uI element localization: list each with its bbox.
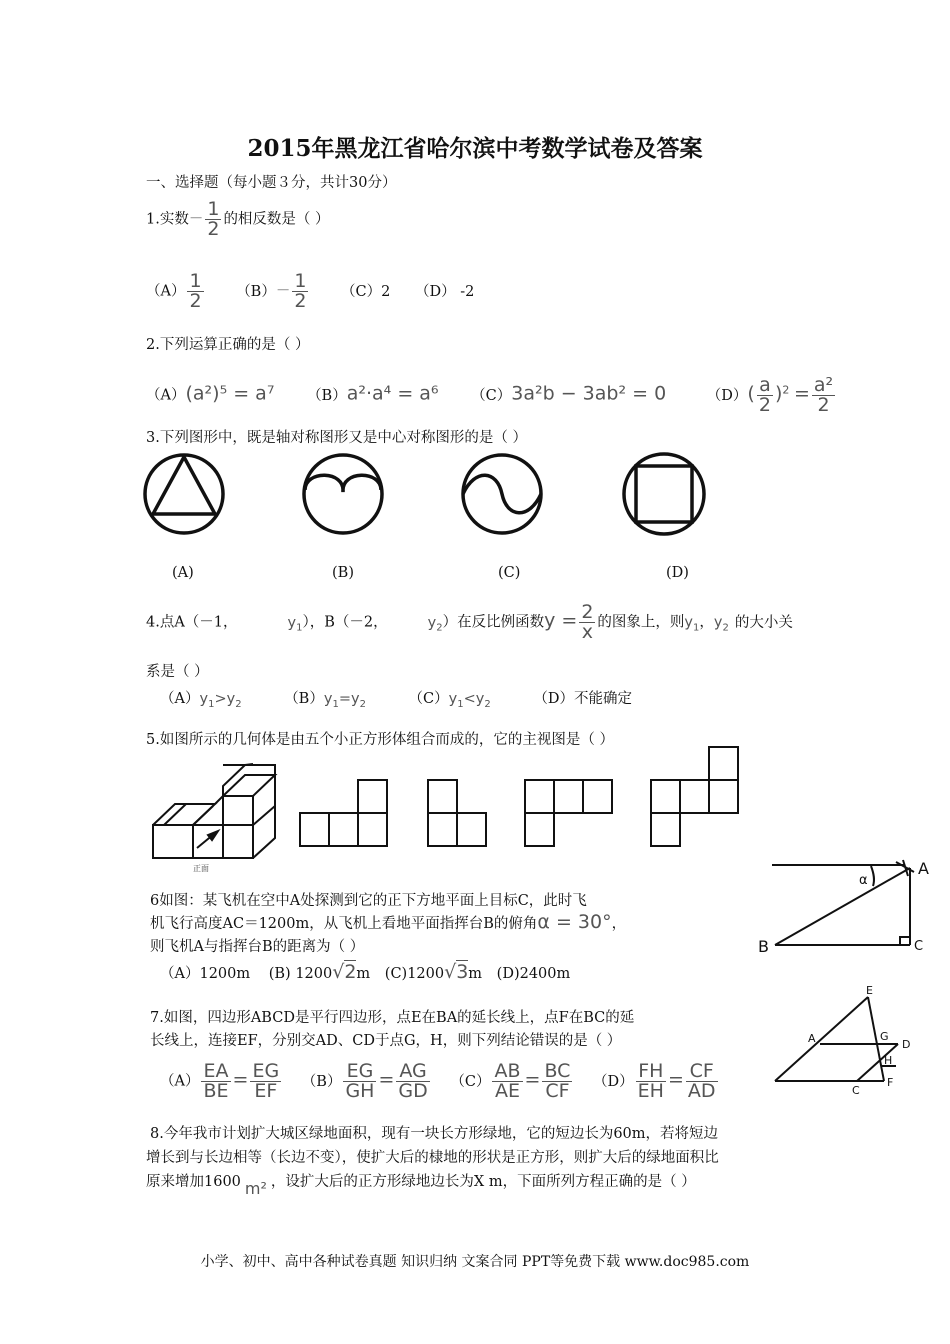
fraction-half: $\frac{1}{2}$ (207, 198, 220, 240)
footer: 小学、初中、高中各种试卷真题 知识归纳 文案合同 PPT等免费下载 www.doc985.com (200, 1254, 750, 1270)
question-6-line-1: 6如图：某飞机在空中A处探测到它的正下方地平面上目标C，此时飞 (150, 893, 587, 909)
fig7-label-f: F (887, 1076, 894, 1089)
question-6-options: （A）1200m (B) 1200√2m (C)1200√3m (D)2400m (160, 961, 571, 983)
fig7-label-e: E (866, 984, 873, 997)
question-2: 2.下列运算正确的是（ ） (146, 337, 310, 353)
fig7-label-a: A (808, 1032, 816, 1045)
question-8-line-1: 8.今年我市计划扩大城区绿地面积，现有一块长方形绿地，它的短边长为60m，若将短边 (150, 1126, 719, 1142)
question-2-options: （A）(a²)⁵ = a⁷ （B）a²·a⁴ = a⁶ （C）3a²b − 3ab² = 0 （D）( $\frac{a}{2}$ )$^2$ = $\frac{\text{a²}}{2}$ (146, 374, 834, 416)
question-6-line-2: 机飞行高度AC＝1200m，从飞机上看地平面指挥台B的俯角α = 30°， (150, 911, 627, 933)
question-1-options: （A） $\frac{1}{2}$ （B）－ $\frac{1}{2}$ （C）2 （D） -2 (146, 270, 475, 312)
fig6-label-a: A (918, 859, 929, 878)
question-8-line-3: 原来增加1600 m² ，设扩大后的正方形绿地边长为X m，下面所列方程正确的是（ ） (146, 1174, 696, 1198)
question-7-line-1: 7.如图，四边形ABCD是平行四边形，点E在BA的延长线上，点F在BC的延 (150, 1010, 635, 1026)
section-heading: 一、选择题（每小题３分，共计30分） (146, 175, 397, 191)
figure-label-c: (C) (498, 565, 521, 581)
fig7-label-h: H (884, 1054, 893, 1067)
question-5: 5.如图所示的几何体是由五个小正方形体组合而成的，它的主视图是（ ） (146, 732, 614, 748)
question-7-line-2: 长线上，连接EF，分别交AD、CD于点G，H，则下列结论错误的是（ ） (150, 1033, 622, 1049)
question-6-line-3: 则飞机A与指挥台B的距离为（ ） (150, 939, 365, 955)
fig6-label-alpha: α (859, 873, 868, 888)
question-4-cont: 系是（ ） (146, 664, 209, 680)
question-4: 4.点A（－1， $y_1$），B（－2， $y_2$）在反比例函数y = $\frac{2}{x}$ 的图象上，则$y_1$，$y_2$ 的大小关 (146, 601, 793, 643)
question-1: 1.实数－ $\frac{1}{2}$ 的相反数是（ ） (146, 198, 330, 240)
figure-label-b: (B) (332, 565, 354, 581)
question-8-line-2: 增长到与长边相等（长边不变），使扩大后的棣地的形状是正方形，则扩大后的绿地面积比 (146, 1150, 719, 1166)
fig7-label-c: C (852, 1084, 860, 1097)
front-view-label: 正面 (193, 864, 209, 873)
page-title: 2015年黑龙江省哈尔滨中考数学试卷及答案 (247, 135, 703, 162)
question-4-options: $(A)y_1>y_2$ $(B)y_1=y_2$ $(C)y_1<y_2$ （D）不能确定 (160, 691, 632, 710)
question-3: 3.下列图形中，既是轴对称图形又是中心对称图形的是（ ） (146, 430, 527, 446)
fig6-label-b: B (758, 937, 769, 956)
fig6-label-c: C (914, 939, 924, 954)
fig7-label-g: G (880, 1030, 889, 1043)
figure-label-d: (D) (666, 565, 689, 581)
question-7-options: （A） $\frac{EA}{BE}$ = $\frac{EG}{EF}$ （B） $\frac{EG}{GH}$ = $\frac{AG}{GD}$ （C） $\frac{AB}{AE}$ = $\frac{BC}{CF}$ （D） $\frac{FH}{EH}$ = $\frac{CF}{AD}$ (160, 1060, 716, 1102)
figure-label-a: (A) (172, 565, 194, 581)
fig7-label-d: D (902, 1038, 911, 1051)
